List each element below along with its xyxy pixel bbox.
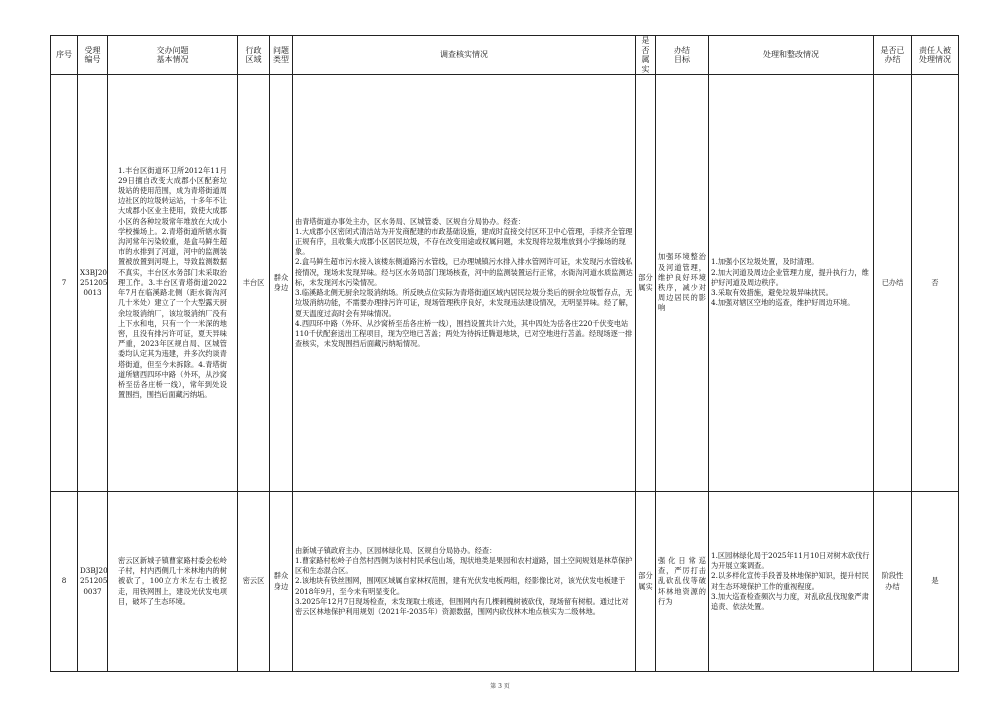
header-completed: 是否已 办结: [874, 36, 912, 75]
row-code: D3BJ20 251205 0037: [78, 492, 108, 672]
row-goal: 加强环境整治及河道管理，维护良好环境秩序，减少对周边居民的影响: [656, 75, 709, 492]
header-investigation: 调查核实情况: [293, 36, 636, 75]
header-problem: 交办问题 基本情况: [108, 36, 238, 75]
row-handling: 1.加强小区垃圾处置，及时清理。 2.加大河道及周边企业管理力度，提升执行力，维护好河道及周边秩序。 3.采取有效措施，避免垃圾异味扰民。 4.加强对辖区空地的巡查，维护好周边环境。: [709, 75, 874, 492]
header-district: 行政 区域: [238, 36, 270, 75]
header-is-true: 是否 属实: [636, 36, 656, 75]
header-handling: 处理和整改情况: [709, 36, 874, 75]
row-completed: 阶段性 办结: [874, 492, 912, 672]
row-seq: 8: [51, 492, 78, 672]
header-seq: 序号: [51, 36, 78, 75]
header-accountability: 责任人被 处理情况: [912, 36, 959, 75]
row-investigation: 由新城子镇政府主办，区园林绿化局、区规自分局协办。经查： 1.曹家路村松岭子自然村西侧为该村村民承包山场，现状地类是果园和农村道路，国土空间规划是林草保护区和生态混合区。 2.该地块有铁丝围网，围网区域属自家林权范围，建有光伏发电板两组，经影像比对，该光伏发电板建于2018年9月，至今未有明显变化。 3.2025年12月7日现场检查，未发现取土痕迹，但围网内有几棵刺槐树被砍伐，现场留有树根。通过比对密云区林地保护利用规划（2021年-2035年）资源数据，围网内砍伐林木地点核实为二级林地。: [293, 492, 636, 672]
row-code: X3BJ20 251205 0013: [78, 75, 108, 492]
row-district: 丰台区: [238, 75, 270, 492]
row-district: 密云区: [238, 492, 270, 672]
header-goal: 办结 目标: [656, 36, 709, 75]
row-investigation: 由青塔街道办事处主办，区水务局、区城管委、区规自分局协办。经查： 1.大成郡小区密闭式清洁站为开发商配建的市政基础设施，建成时直接交付区环卫中心管理，手续齐全管理正规有序，且收集大成郡小区居民垃圾，不存在改变用途或权属问题，未发现将垃圾堆放到小学操场的现象。 2.盒马鲜生超市污水接入该楼东侧道路污水管线，已办理城镇污水排入排水管网许可证，未发现污水管线私接情况，现场未发现异味。经与区水务局部门现场核查，河中的监测装置运行正常，水衙沟河道水质监测达标，未发现河水污染情况。 3.临溪路北侧无厨余垃圾消纳场。所反映点位实际为青塔街道区域内居民垃圾分类后的厨余垃圾暂存点，无垃圾消纳功能，不需要办理排污许可证，现场管理秩序良好，未发现违法建设情况，无明显异味。经了解，夏天温度过高时会有异味情况。 4.西四环中路（外环、从沙窝桥至岳各庄桥一线），围挡设置共计六处，其中四处为岳各庄220千伏变电站110千伏配套送出工程项目，现为空地已苫盖；两处为待拆迁腾退地块，已对空地进行苫盖。经现场逐一排查核实，未发现围挡后面藏污纳垢情况。: [293, 75, 636, 492]
table-row: [51, 492, 959, 672]
row-is-true: 部分 属实: [636, 75, 656, 492]
row-accountability: 否: [912, 75, 959, 492]
row-completed: 已办结: [874, 75, 912, 492]
header-row: [51, 36, 959, 75]
header-code: 受理 编号: [78, 36, 108, 75]
table-row: [51, 75, 959, 492]
row-problem: 1.丰台区街道环卫所2012年11月29日擅自改变大成郡小区配套垃圾站的使用范围，成为青塔街道周边社区的垃圾转运站，十多年不让大成郡小区业主使用，致使大成郡小区的各种垃圾常年堆放在大成小学校操场上。2.青塔街道所辖水衙沟河常年污染较重，是盒马鲜生超市的水排到了河道，河中的监测装置被放置到河堤上，导致监测数据不真实，丰台区水务部门未采取治理工作。3.丰台区青塔街道2022年7月在临溪路北侧（距水衙沟河几十米处）建立了一个大型露天厨余垃圾消纳厂，该垃圾消纳厂没有上下水和电，只有一个一米深的地窖，且没有排污许可证，夏天异味严重，2023年区规自局、区城管委均认定其为违建，并多次约谈青塔街道，但至今未拆除。4.青塔街道所辖西四环中路（外环，从沙窝桥至岳各庄桥一线），常年到处设置围挡，围挡后面藏污纳垢。: [108, 75, 238, 492]
row-type: 群众 身边: [270, 75, 293, 492]
case-table: [50, 35, 959, 672]
row-goal: 强化日常巡查，严厉打击乱砍乱伐等破坏林地资源的行为: [656, 492, 709, 672]
row-type: 群众 身边: [270, 492, 293, 672]
page-number: 第 3 页: [490, 683, 510, 690]
row-accountability: 是: [912, 492, 959, 672]
row-handling: 1.区园林绿化局于2025年11月10日对树木砍伐行为开展立案调查。 2.以多样化宣传手段普及林地保护知识，提升村民对生态环境保护工作的重视程度。 3.加大巡查检查频次与力度，对乱砍乱伐现象严肃追责、依法处置。: [709, 492, 874, 672]
header-type: 问题 类型: [270, 36, 293, 75]
row-problem: 密云区新城子镇曹家路村委会松岭子村，村内西侧几十米林地内的树被砍了，100立方米左右土被挖走，用铁网围上，建设光伏发电项目，破坏了生态环境。: [108, 492, 238, 672]
row-is-true: 部分 属实: [636, 492, 656, 672]
row-seq: 7: [51, 75, 78, 492]
